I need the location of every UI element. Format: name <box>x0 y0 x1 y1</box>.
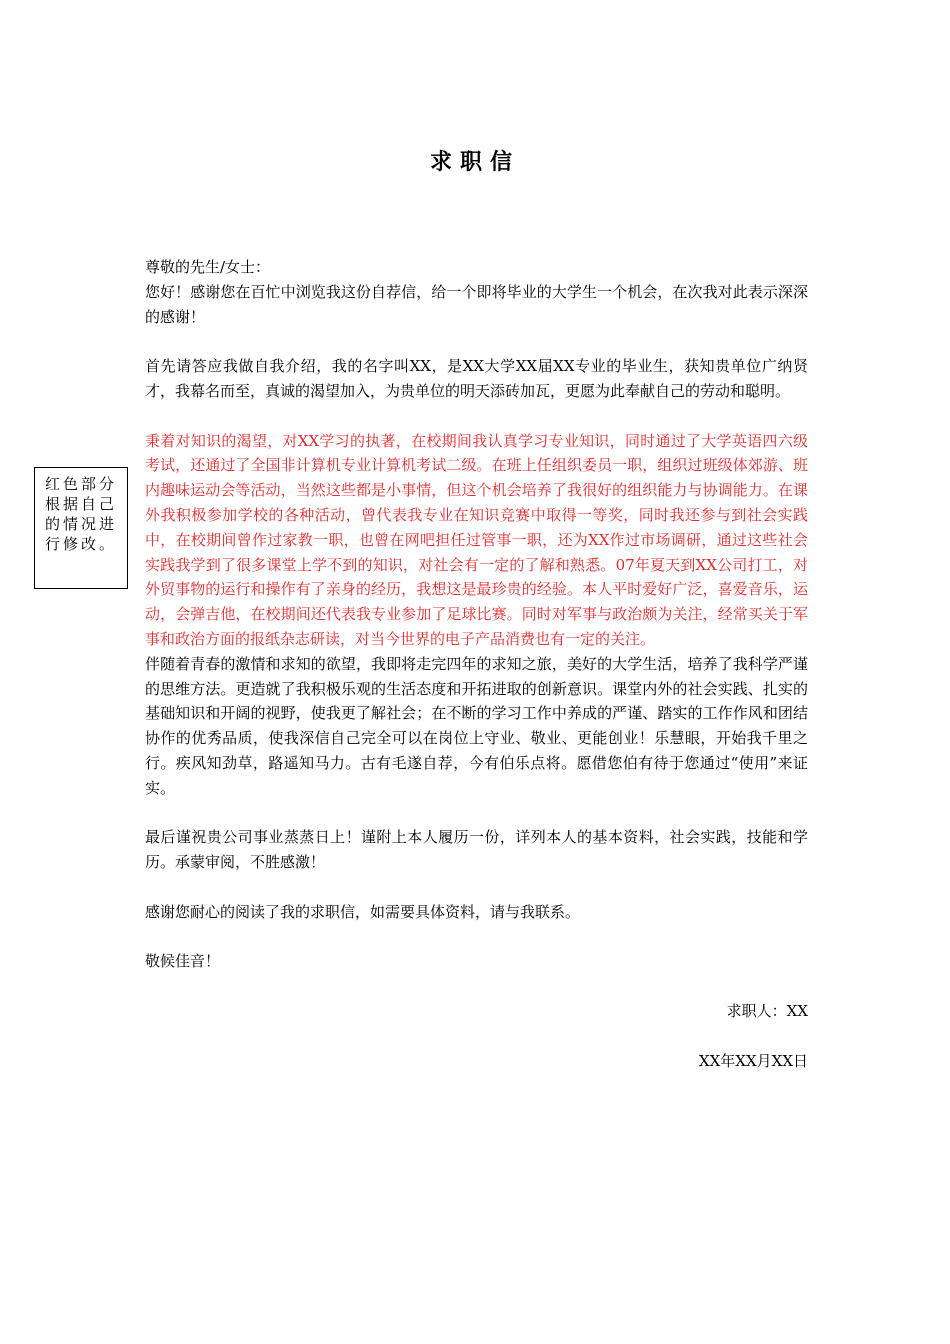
thanks-paragraph: 感谢您耐心的阅读了我的求职信，如需要具体资料，请与我联系。 <box>145 902 581 921</box>
side-note-text: 红色部分根据自己的情况进行修改。 <box>45 475 118 553</box>
journey-paragraph: 伴随着青春的激情和求知的欲望，我即将走完四年的求知之旅，美好的大学生活，培养了我科学严谨的思维方法。更造就了我积极乐观的生活态度和开拓进取的创新意识。课堂内外的社会实践、扎实的基础知识和开阔的视野，使我更了解社会；在不断的学习工作中养成的严谨、踏实的工作作风和团结协作的优秀品质，使我深信自己完全可以在岗位上守业、敬业、更能创业！乐慧眼，开始我千里之行。疾风知劲草，路遥知马力。古有毛遂自荐，今有伯乐点将。愿借您伯有待于您通过“使用”来证实。 <box>145 654 808 797</box>
intro-paragraph: 您好！感谢您在百忙中浏览我这份自荐信，给一个即将毕业的大学生一个机会，在次我对此表示深深的感谢！ <box>145 282 808 326</box>
closing-wish-paragraph: 最后谨祝贵公司事业蒸蒸日上！谨附上本人履历一份，详列本人的基本资料，社会实践，技能和学历。承蒙审阅，不胜感激！ <box>145 828 808 872</box>
applicant-signature: 求职人：XX <box>726 1001 808 1020</box>
paragraph-gap <box>145 875 808 900</box>
sign-off: 敬候佳音！ <box>145 952 221 971</box>
letter-body <box>145 255 808 1073</box>
paragraph-gap <box>145 1024 808 1049</box>
paragraph-gap <box>145 329 808 354</box>
paragraph-gap <box>145 974 808 999</box>
letter-date: XX年XX月XX日 <box>698 1051 808 1070</box>
page-title: 求职信 <box>429 150 520 175</box>
paragraph-gap <box>145 404 808 429</box>
self-intro-paragraph: 首先请答应我做自我介绍，我的名字叫XX，是XX大学XX届XX专业的毕业生，获知贵单位广纳贤才，我幕名而至，真诚的渴望加入，为贵单位的明天添砖加瓦，更愿为此奉献自己的劳动和聪明。 <box>145 357 808 400</box>
greeting: 尊敬的先生/女士： <box>145 258 271 276</box>
editable-red-paragraph: 秉着对知识的渴望，对XX学习的执著，在校期间我认真学习专业知识，同时通过了大学英语四六级考试，还通过了全国非计算机专业计算机考试二级。在班上任组织委员一职，组织过班级体郊游、班内趣味运动会等活动，当然这些都是小事情，但这个机会培养了我很好的组织能力与协调能力。在课外我积极参加学校的各种活动，曾代表我专业在知识竞赛中取得一等奖，同时我还参与到社会实践中，在校期间曾作过家教一职，也曾在网吧担任过管事一职，还为XX作过市场调研，通过这些社会实践我学到了很多课堂上学不到的知识，对社会有一定的了解和熟悉。07年夏天到XX公司打工，对外贸事物的运行和操作有了亲身的经历，我想这是最珍贵的经验。本人平时爱好广泛，喜爱音乐，运动，会弹吉他，在校期间还代表我专业参加了足球比赛。同时对军事与政治颇为关注，经常买关于军事和政治方面的报纸杂志研读，对当今世界的电子产品消费也有一定的关注。 <box>145 431 808 648</box>
paragraph-gap <box>145 801 808 826</box>
paragraph-gap <box>145 925 808 950</box>
side-note-box <box>34 467 128 589</box>
